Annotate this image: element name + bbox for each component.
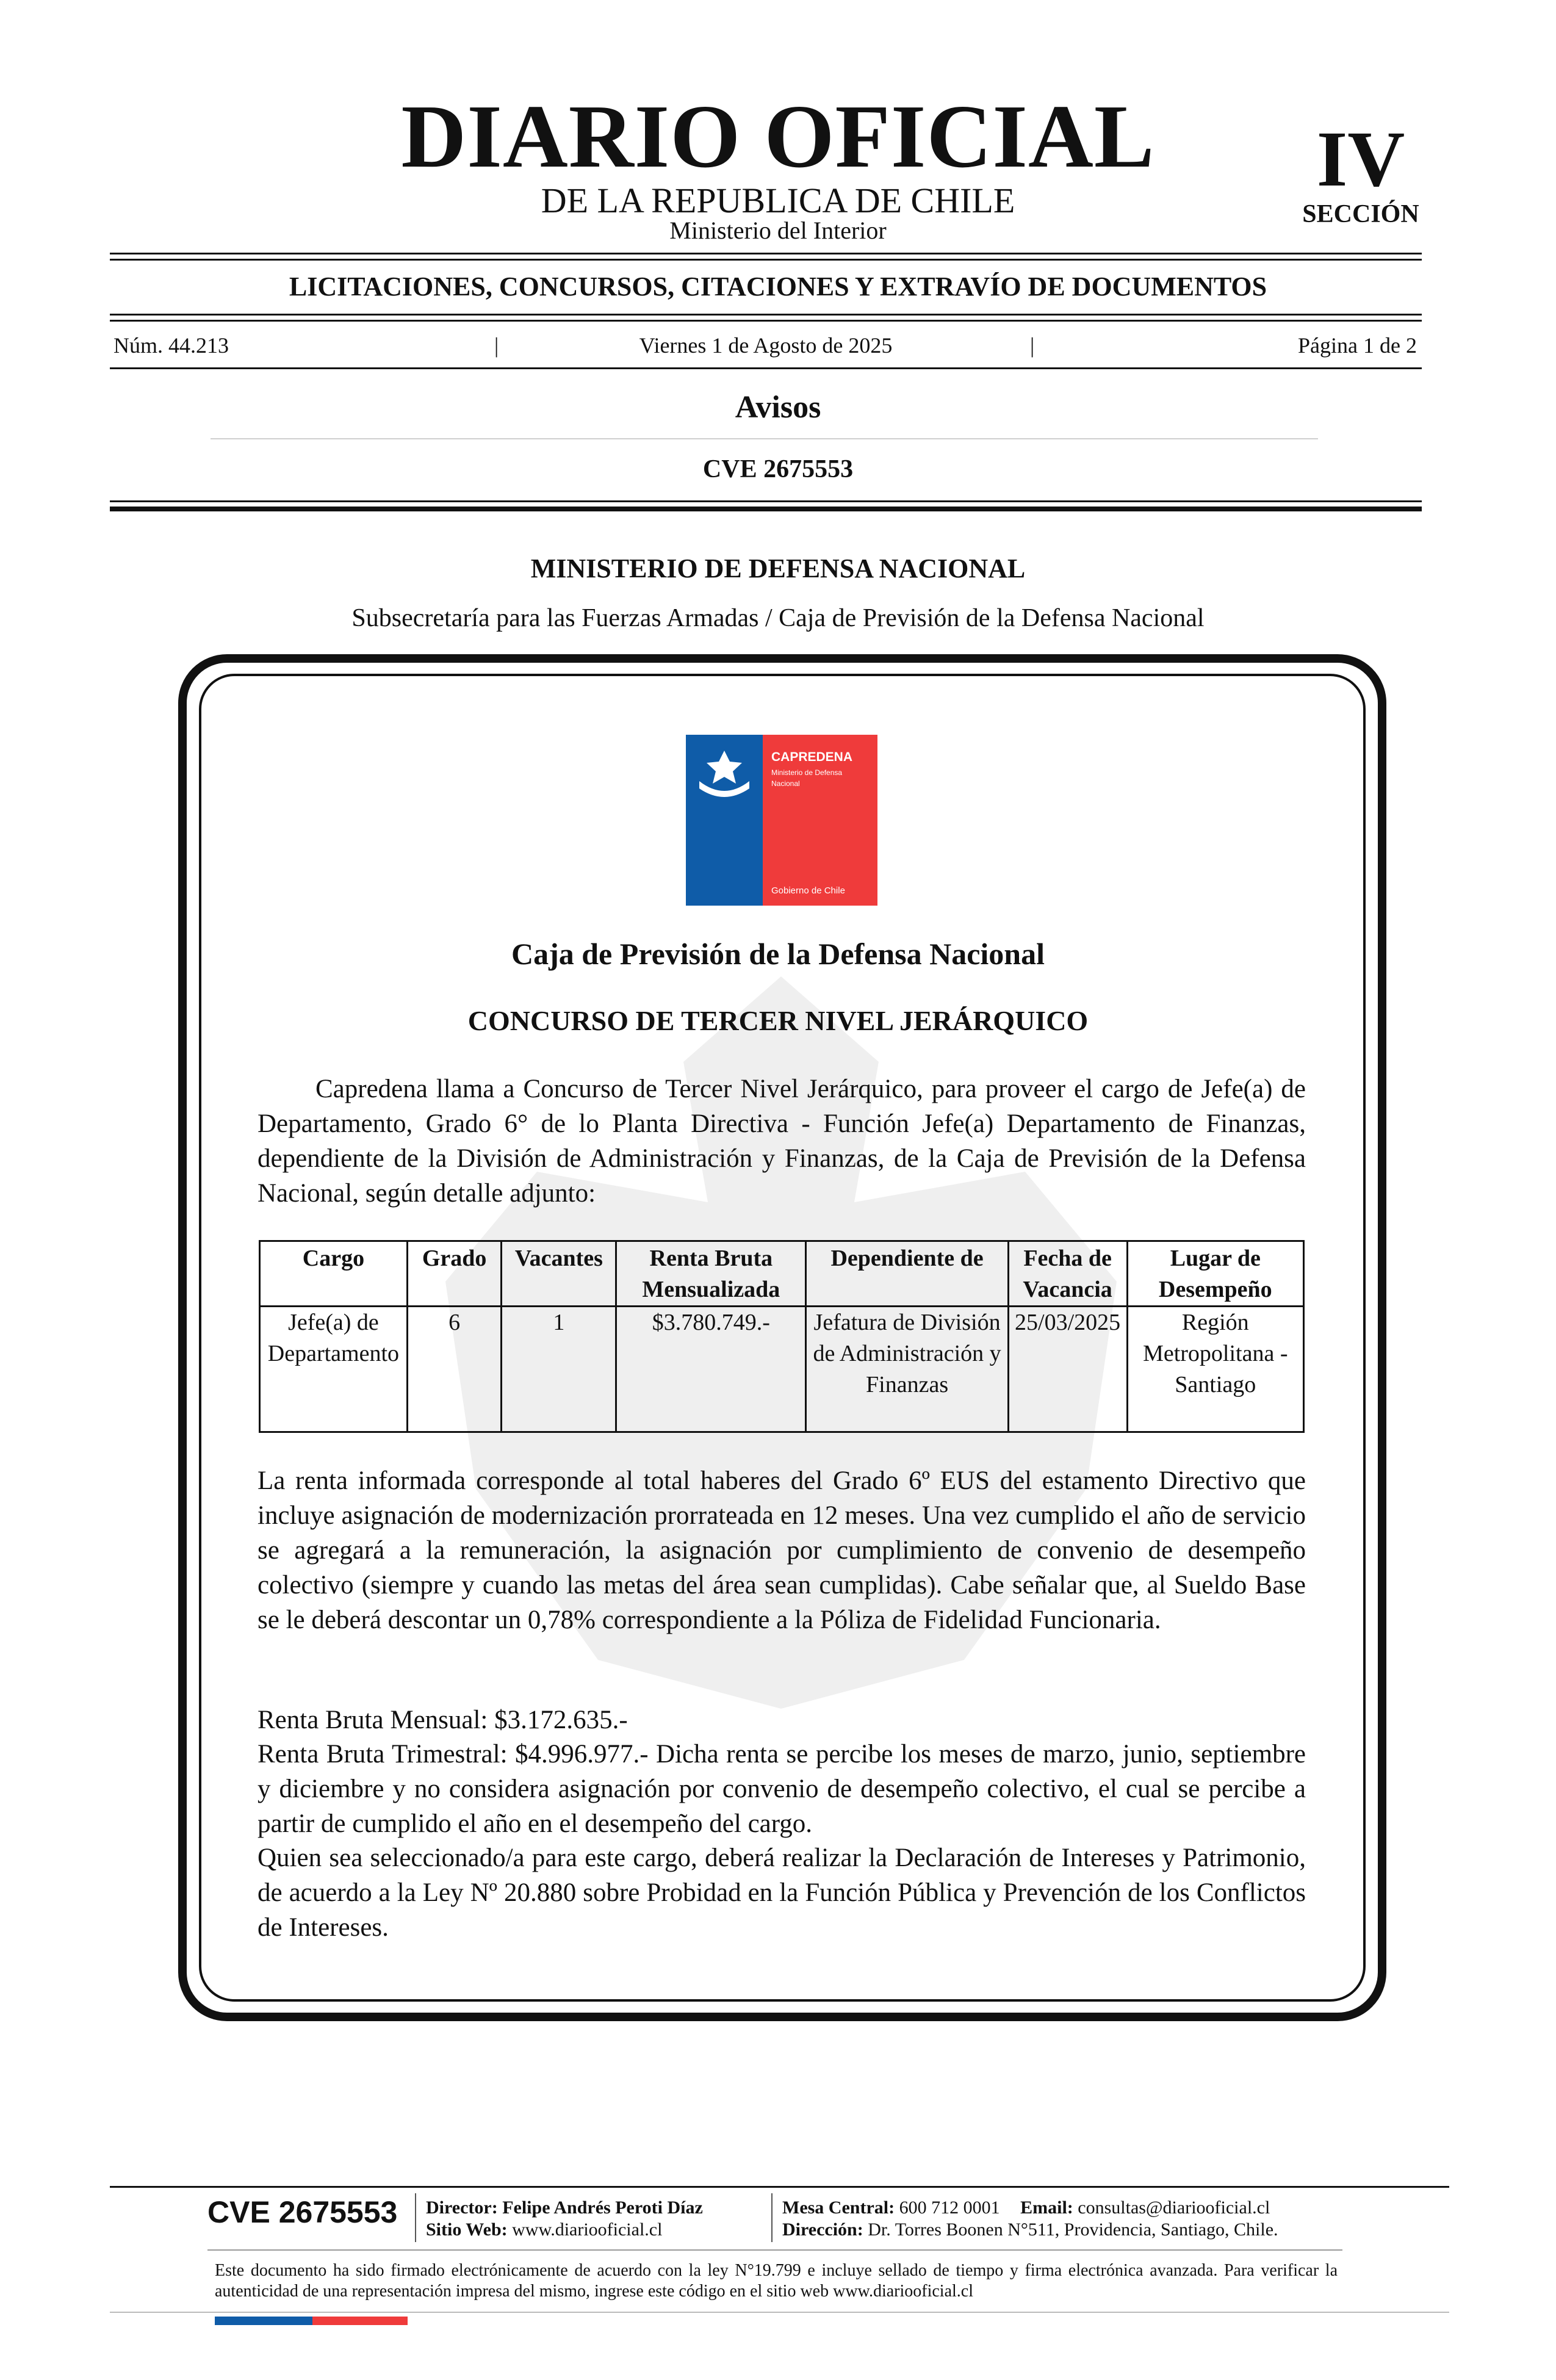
table-cell: 1 [502,1307,616,1432]
footer-email-label: Email: [1020,2198,1073,2218]
issue-number: Núm. 44.213 [113,333,229,358]
footer-email-link[interactable]: consultas@diariooficial.cl [1078,2198,1270,2218]
issue-separator-left: | [494,333,499,358]
section-rule-2 [110,320,1422,322]
renta-trimestral: Renta Bruta Trimestral: $4.996.977.- Dicha renta se percibe los meses de marzo, junio, septiembre y diciembre y no considera asignación por convenio de desempeño colectivo, el cual se percibe a partir de cumplido el año en el desempeño del cargo. [258,1740,1306,1838]
issue-separator-right: | [1030,333,1035,358]
table-header-cell: Dependiente de [806,1241,1008,1307]
footer-mesa-phone: 600 712 0001 [899,2198,1000,2218]
masthead-rule-top-2 [110,259,1422,261]
cve-code: CVE 2675553 [702,455,854,483]
footer-separator [415,2193,416,2242]
footer-site-label: Sitio Web: [426,2220,508,2240]
section-number: IV [1316,115,1405,203]
section-rule [110,314,1422,316]
category-heading: Avisos [735,390,821,425]
table-header-cell: Grado [407,1241,502,1307]
issue-rule [110,367,1422,369]
table-cell: 6 [407,1307,502,1432]
table-cell: $3.780.749.- [616,1307,806,1432]
section-label: SECCIÓN [1302,200,1419,228]
renta-mensual: Renta Bruta Mensual: $3.172.635.- [258,1706,628,1734]
footer-flag-red [312,2317,408,2325]
table-header-row [260,1241,1304,1307]
masthead-rule-top [110,253,1422,254]
table-header-cell: Fecha de Vacancia [1008,1241,1127,1307]
cve-rule [110,500,1422,502]
footer-flag-blue [215,2317,312,2325]
footer-address-line [782,2219,1356,2241]
footer-legal-notice: Este documento ha sido firmado electrónicamente de acuerdo con la ley N°19.799 e incluye sellado de tiempo y firma electrónica avanzada. Para verificar la autenticidad de una representación impresa del mismo, ingrese este código en el sitio web www.diariooficial.cl [215,2261,1338,2301]
cve-rule-thick [110,507,1422,511]
footer-director-line [426,2197,768,2219]
logo-name: CAPREDENA [771,750,853,764]
notice-title: CONCURSO DE TERCER NIVEL JERÁRQUICO [467,1005,1089,1036]
footer-director-label: Director: [426,2198,498,2218]
subministry-line: Subsecretaría para las Fuerzas Armadas / Caja de Previsión de la Defensa Nacional [351,604,1205,632]
footer-rule-bottom [110,2312,1449,2313]
logo-ministry-line-1: Ministerio de Defensa [771,768,843,777]
masthead-ministry: Ministerio del Interior [669,217,887,244]
masthead-subtitle: DE LA REPUBLICA DE CHILE [541,181,1015,220]
logo-government: Gobierno de Chile [771,885,845,896]
table-header-cell: Renta Bruta Mensualizada [616,1241,806,1307]
footer-rule-top [110,2186,1449,2188]
issue-page: Página 1 de 2 [1298,333,1417,358]
vacancy-table [259,1240,1305,1433]
ministry-heading: MINISTERIO DE DEFENSA NACIONAL [530,554,1026,583]
capredena-logo [686,735,877,906]
footer-contact-line [782,2197,1356,2219]
table-header-cell: Cargo [260,1241,408,1307]
table-header-cell: Lugar de Desempeño [1127,1241,1303,1307]
footer-mesa-label: Mesa Central: [782,2198,895,2218]
footer-rule-middle [207,2249,1342,2251]
footer-director-name: Felipe Andrés Peroti Díaz [502,2198,703,2218]
declaracion-paragraph: Quien sea seleccionado/a para este cargo, deberá realizar la Declaración de Intereses y Patrimonio, de acuerdo a la Ley Nº 20.880 sobre Probidad en la Función Pública y Prevención de los Conflictos de Intereses. [258,1844,1306,1942]
footer-address-label: Dirección: [782,2220,863,2240]
table-row [260,1307,1304,1432]
notice-organization: Caja de Previsión de la Defensa Nacional [511,937,1045,971]
masthead-title: DIARIO OFICIAL [401,87,1155,187]
renta-note: La renta informada corresponde al total haberes del Grado 6º EUS del estamento Directivo que incluye asignación de modernización prorrateada en 12 meses. Una vez cumplido el año de servicio se agregará a la remuneración, la asignación por cumplimiento de convenio de desempeño colectivo (siempre y cuando las metas del área sean cumplidas). Cabe señalar que, al Sueldo Base se le deberá descontar un 0,78% correspondiente a la Póliza de Fidelidad Funcionaria. [258,1466,1306,1634]
footer-cve: CVE 2675553 [207,2195,398,2229]
table-cell: Jefe(a) de Departamento [260,1307,408,1432]
section-heading: LICITACIONES, CONCURSOS, CITACIONES Y EXTRAVÍO DE DOCUMENTOS [289,272,1267,301]
table-cell: Región Metropolitana - Santiago [1127,1307,1303,1432]
table-cell: 25/03/2025 [1008,1307,1127,1432]
table-header-cell: Vacantes [502,1241,616,1307]
issue-date: Viernes 1 de Agosto de 2025 [639,333,893,358]
table-cell: Jefatura de División de Administración y Finanzas [806,1307,1008,1432]
footer-site-link[interactable]: www.diariooficial.cl [512,2220,663,2240]
footer-separator [771,2193,773,2242]
footer-address: Dr. Torres Boonen N°511, Providencia, Santiago, Chile. [868,2220,1278,2240]
chile-crest-icon [692,746,757,807]
footer-site-line [426,2219,768,2241]
notice-intro: Capredena llama a Concurso de Tercer Nivel Jerárquico, para proveer el cargo de Jefe(a) de Departamento, Grado 6° de lo Planta Directiva - Función Jefe(a) Departamento de Finanzas, dependiente de la División de Administración y Finanzas, de la Caja de Previsión de la Defensa Nacional, según detalle adjunto: [258,1075,1306,1208]
logo-ministry-line-2: Nacional [771,779,800,788]
category-rule [211,438,1318,439]
